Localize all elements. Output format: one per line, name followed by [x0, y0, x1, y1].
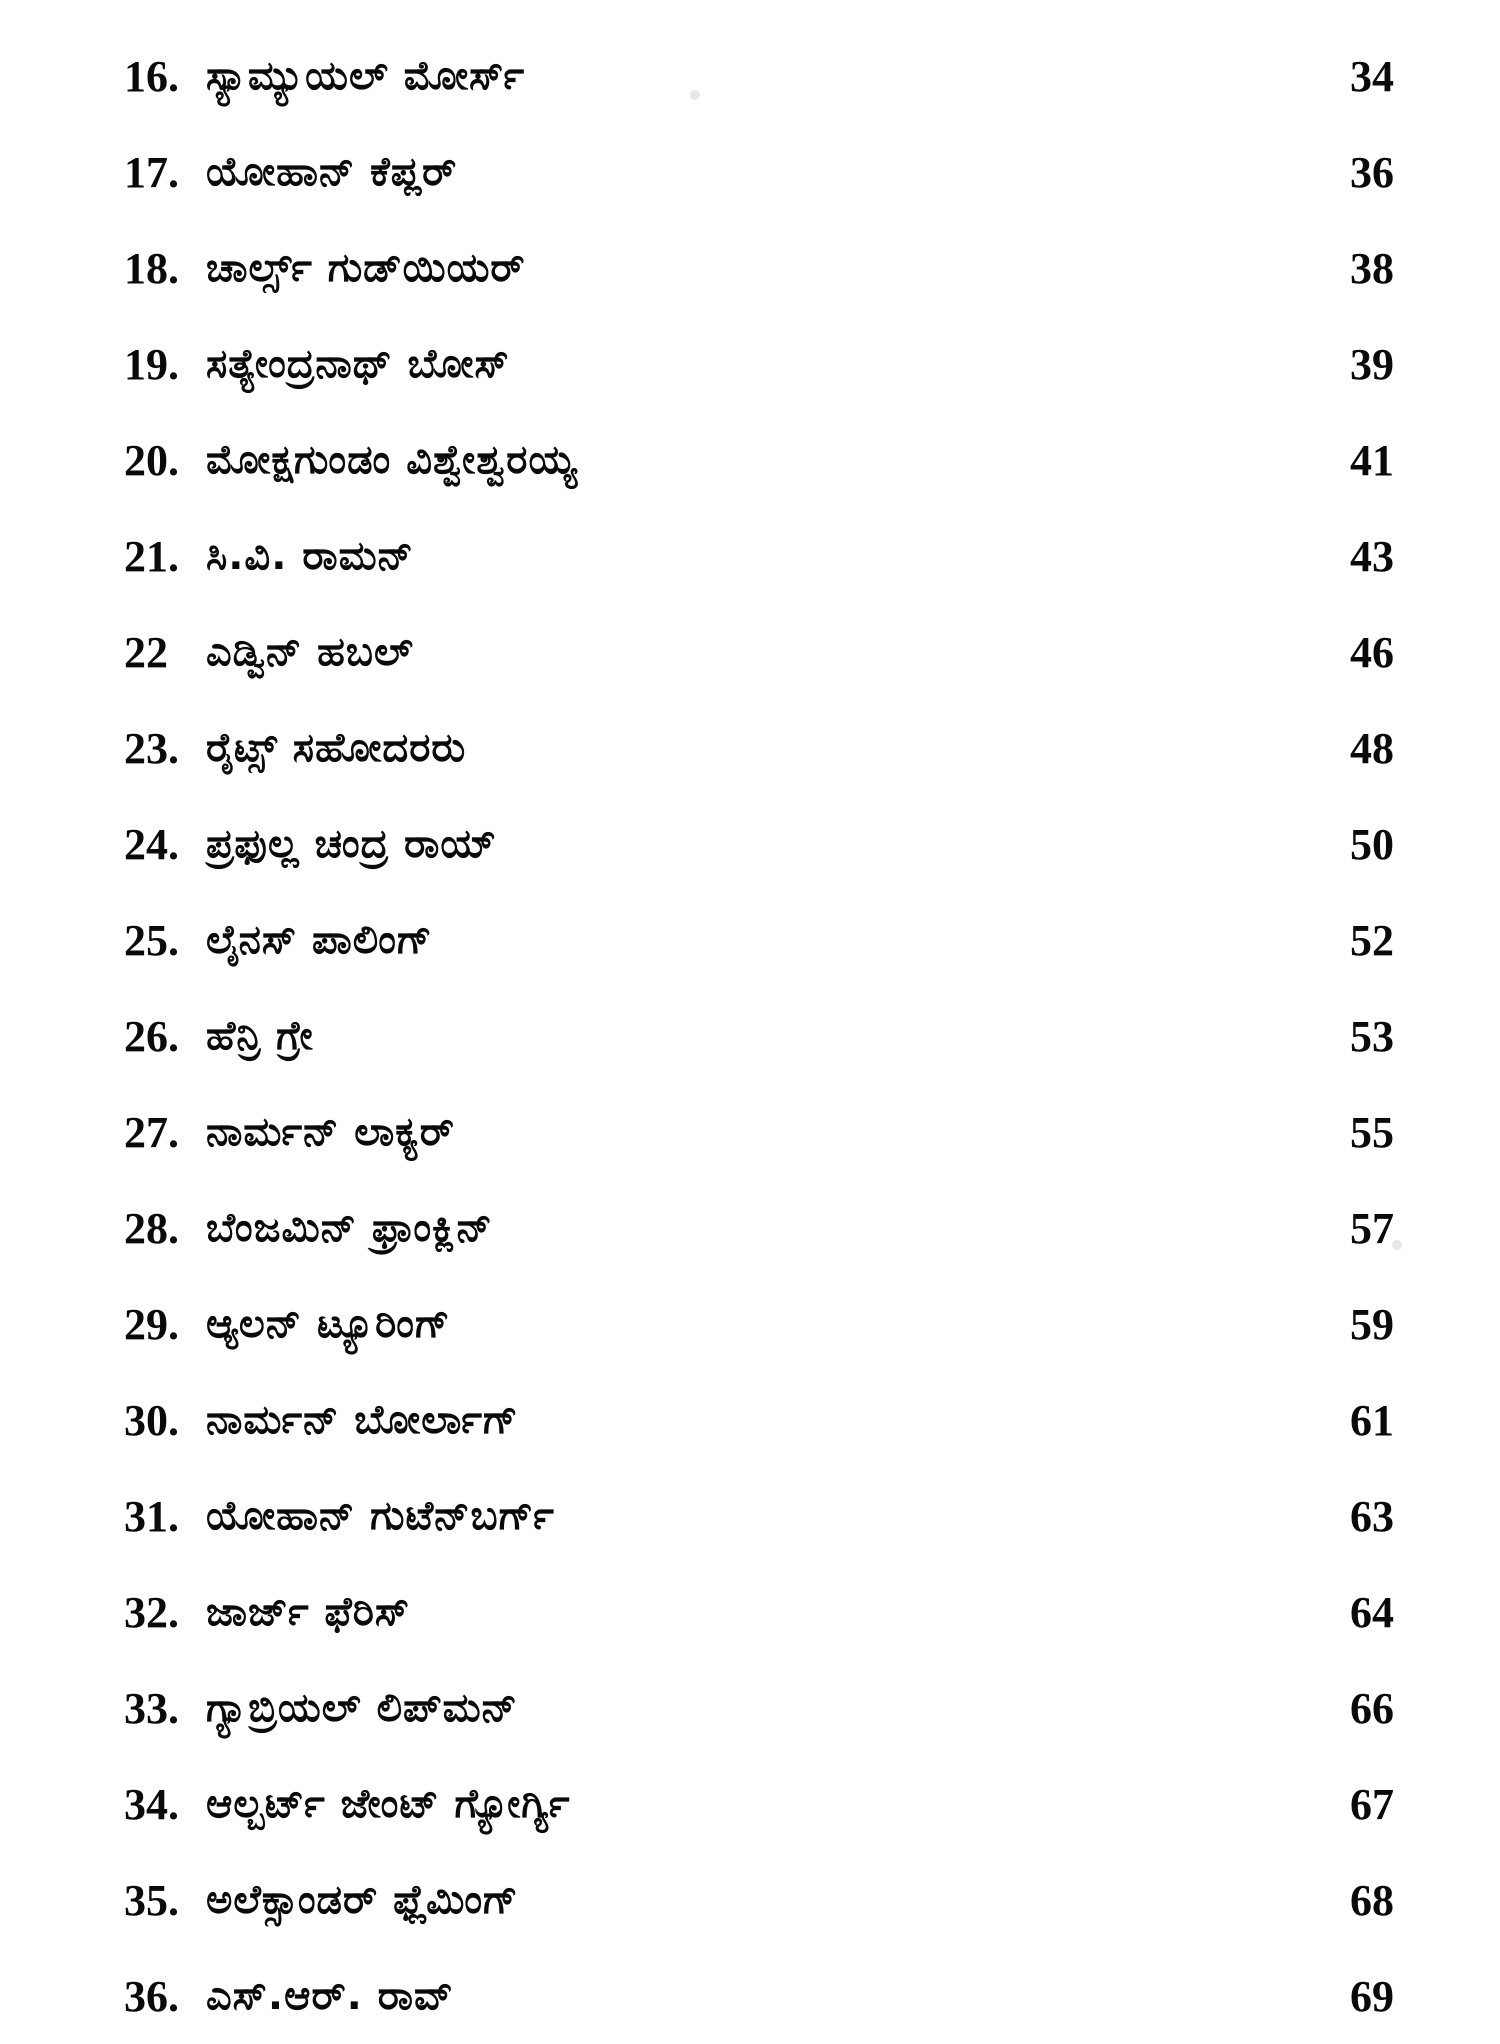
- toc-entry: [124, 1564, 1394, 1660]
- entry-title: ಯೋಹಾನ್ ಕೆಪ್ಲರ್: [206, 149, 458, 195]
- entry-title: ಅಲೆಕ್ಸಾಂಡರ್ ಫ್ಲೆಮಿಂಗ್: [206, 1877, 519, 1923]
- toc-entry: [124, 1948, 1394, 2044]
- toc-entry: [124, 412, 1394, 508]
- toc-entry: [124, 604, 1394, 700]
- entry-number: 31.: [124, 1491, 179, 1541]
- entry-title: ನಾರ್ಮನ್ ಲಾಕ್ಯರ್: [206, 1109, 455, 1155]
- page-number: 50: [1350, 819, 1394, 869]
- toc-entry: [124, 1852, 1394, 1948]
- entry-title: ಯೋಹಾನ್ ಗುಟೆನ್‌ಬರ್ಗ್: [206, 1493, 555, 1539]
- page-number: 34: [1350, 51, 1394, 101]
- toc-entry: [124, 700, 1394, 796]
- entry-number: 19.: [124, 339, 179, 389]
- toc-entry-text: [124, 1971, 454, 2022]
- toc-entry-text: [124, 1779, 570, 1830]
- entry-number: 22: [124, 627, 168, 677]
- page-number: 48: [1350, 723, 1394, 773]
- page-number: 46: [1350, 627, 1394, 677]
- entry-number: 27.: [124, 1107, 179, 1157]
- entry-title: ಬೆಂಜಮಿನ್ ಫ್ರಾಂಕ್ಲಿನ್: [206, 1205, 493, 1251]
- toc-entry-text: [124, 723, 466, 774]
- entry-number: 36.: [124, 1971, 179, 2021]
- entry-title: ಸ್ಯಾಮ್ಯುಯಲ್ ಮೋರ್ಸ್: [206, 53, 526, 99]
- toc-entry-text: [124, 1011, 314, 1062]
- page-number: 43: [1350, 531, 1394, 581]
- toc-entry: [124, 796, 1394, 892]
- page-number: 55: [1350, 1107, 1394, 1157]
- entry-number: 24.: [124, 819, 179, 869]
- entry-number: 34.: [124, 1779, 179, 1829]
- entry-number: 25.: [124, 915, 179, 965]
- page-number: 52: [1350, 915, 1394, 965]
- entry-title: ಹೆನ್ರಿ ಗ್ರೇ: [206, 1013, 314, 1059]
- page-number: 36: [1350, 147, 1394, 197]
- entry-title: ಪ್ರಫುಲ್ಲ ಚಂದ್ರ ರಾಯ್: [206, 821, 498, 867]
- page-number: 38: [1350, 243, 1394, 293]
- toc-entry-text: [124, 627, 414, 678]
- toc-entry-text: [124, 147, 457, 198]
- toc-entry: [124, 1372, 1394, 1468]
- page-number: 59: [1350, 1299, 1394, 1349]
- toc-entry-text: [124, 1203, 493, 1254]
- toc-entry: [124, 220, 1394, 316]
- entry-number: 29.: [124, 1299, 179, 1349]
- page-number: 67: [1350, 1779, 1394, 1829]
- toc-entry: [124, 28, 1394, 124]
- toc-entry-text: [124, 915, 433, 966]
- entry-number: 28.: [124, 1203, 179, 1253]
- toc-entry: [124, 1084, 1394, 1180]
- entry-title: ಆಲ್ಬರ್ಟ್ ಜೇಂಟ್ ಗ್ಯೋರ್ಗ್ಯಿ: [206, 1781, 571, 1827]
- toc-entry: [124, 1276, 1394, 1372]
- entry-number: 26.: [124, 1011, 179, 1061]
- entry-number: 21.: [124, 531, 179, 581]
- toc-entry-text: [124, 531, 414, 582]
- toc-entry: [124, 124, 1394, 220]
- toc-entry-text: [124, 819, 497, 870]
- page-number: 39: [1350, 339, 1394, 389]
- entry-number: 18.: [124, 243, 179, 293]
- toc-entry: [124, 1468, 1394, 1564]
- entry-title: ಲೈನಸ್ ಪಾಲಿಂಗ್: [206, 917, 433, 963]
- toc-entry: [124, 1660, 1394, 1756]
- entry-title: ಜಾರ್ಜ್ ಫೆರಿಸ್: [206, 1589, 411, 1635]
- entry-number: 32.: [124, 1587, 179, 1637]
- toc-entry: [124, 1756, 1394, 1852]
- entry-number: 16.: [124, 51, 179, 101]
- entry-number: 33.: [124, 1683, 179, 1733]
- toc-entry-text: [124, 435, 578, 486]
- entry-number: 23.: [124, 723, 179, 773]
- entry-title: ನಾರ್ಮನ್ ಬೋರ್ಲಾಗ್: [206, 1397, 519, 1443]
- toc-entry-text: [124, 243, 526, 294]
- toc-entry-text: [124, 1299, 451, 1350]
- entry-number: 30.: [124, 1395, 179, 1445]
- toc-entry: [124, 508, 1394, 604]
- entry-title: ಚಾರ್ಲ್ಸ್ ಗುಡ್‌ಯಿಯರ್: [206, 245, 526, 291]
- entry-number: 35.: [124, 1875, 179, 1925]
- page-number: 53: [1350, 1011, 1394, 1061]
- toc-entry: [124, 1180, 1394, 1276]
- page-number: 66: [1350, 1683, 1394, 1733]
- page-number: 61: [1350, 1395, 1394, 1445]
- page-number: 57: [1350, 1203, 1394, 1253]
- toc-entry-text: [124, 1395, 519, 1446]
- toc-entry-text: [124, 1107, 455, 1158]
- page-number: 68: [1350, 1875, 1394, 1925]
- toc-entry-text: [124, 1491, 555, 1542]
- toc-entry-text: [124, 51, 525, 102]
- page-number: 64: [1350, 1587, 1394, 1637]
- entry-title: ಸತ್ಯೇಂದ್ರನಾಥ್ ಬೋಸ್: [206, 341, 510, 387]
- page-number: 41: [1350, 435, 1394, 485]
- entry-title: ಎಡ್ವಿನ್ ಹಬಲ್: [206, 629, 414, 675]
- toc-entry: [124, 988, 1394, 1084]
- entry-title: ಸಿ.ವಿ. ರಾಮನ್: [206, 533, 414, 579]
- entry-title: ರೈಟ್ಸ್ ಸಹೋದರರು: [206, 725, 467, 771]
- toc-entry-text: [124, 1683, 518, 1734]
- toc-entry-text: [124, 1587, 410, 1638]
- entry-title: ಆ್ಯಲನ್ ಟ್ಯೂರಿಂಗ್: [206, 1301, 451, 1347]
- toc-entry-text: [124, 339, 510, 390]
- page-number: 63: [1350, 1491, 1394, 1541]
- toc-entry-text: [124, 1875, 519, 1926]
- entry-title: ಗ್ಯಾಬ್ರಿಯಲ್ ಲಿಪ್‌ಮನ್: [206, 1685, 518, 1731]
- entry-title: ಮೋಕ್ಷಗುಂಡಂ ವಿಶ್ವೇಶ್ವರಯ್ಯ: [206, 437, 578, 483]
- page-number: 69: [1350, 1971, 1394, 2021]
- table-of-contents: [124, 28, 1394, 2044]
- toc-entry: [124, 316, 1394, 412]
- entry-title: ಎಸ್.ಆರ್. ರಾವ್: [206, 1973, 454, 2019]
- entry-number: 20.: [124, 435, 179, 485]
- toc-entry: [124, 892, 1394, 988]
- entry-number: 17.: [124, 147, 179, 197]
